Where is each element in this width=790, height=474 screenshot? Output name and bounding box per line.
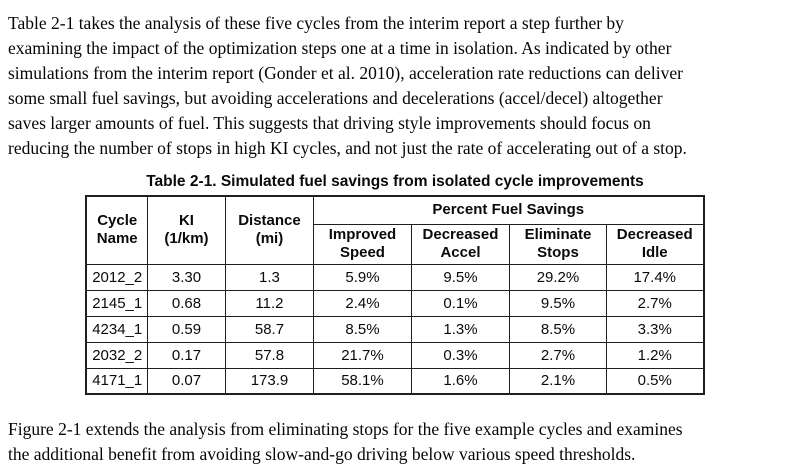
text-line: reducing the number of stops in high KI cycles, and not just the rate of accelerating out of a stop. (8, 138, 687, 158)
table-cell-improved-speed: 5.9% (313, 264, 411, 290)
table-cell-cycle-name: 4171_1 (86, 368, 147, 394)
text-line: simulations from the interim report (Gonder et al. 2010), acceleration rate reductions can deliver (8, 63, 683, 83)
col-header-eliminate-stops (509, 224, 606, 264)
table-cell-decreased-accel: 9.5% (411, 264, 509, 290)
header-line: KI (178, 212, 194, 230)
text-line: Figure 2-1 extends the analysis from eliminating stops for the five example cycles and examines (8, 419, 683, 439)
paragraph-closing (0, 417, 790, 467)
header-line: Eliminate (524, 226, 592, 243)
fuel-savings-table (85, 195, 704, 395)
text-line: the additional benefit from avoiding slow-and-go driving below various speed thresholds. (8, 444, 636, 464)
text-line: saves larger amounts of fuel. This suggests that driving style improvements should focus on (8, 113, 651, 133)
table-cell-cycle-name: 2032_2 (86, 342, 147, 368)
table-cell-distance: 11.2 (225, 290, 313, 316)
table-cell-distance: 173.9 (225, 368, 313, 394)
table-row (86, 264, 703, 290)
header-line: Idle (641, 244, 668, 261)
table-cell-improved-speed: 8.5% (313, 316, 411, 342)
table-cell-decreased-idle: 2.7% (606, 290, 703, 316)
table-cell-decreased-accel: 1.3% (411, 316, 509, 342)
col-header-distance (225, 196, 313, 264)
col-header-cycle-name (86, 196, 147, 264)
table-cell-distance: 1.3 (225, 264, 313, 290)
header-line: Speed (339, 244, 385, 261)
table-cell-improved-speed: 58.1% (313, 368, 411, 394)
table-cell-decreased-accel: 0.3% (411, 342, 509, 368)
table-row (86, 368, 703, 394)
table-cell-decreased-accel: 0.1% (411, 290, 509, 316)
table-cell-eliminate-stops: 8.5% (509, 316, 606, 342)
table-cell-cycle-name: 4234_1 (86, 316, 147, 342)
text-line: examining the impact of the optimization steps one at a time in isolation. As indicated by other (8, 38, 672, 58)
header-line: Name (96, 230, 138, 248)
table-cell-decreased-idle: 3.3% (606, 316, 703, 342)
table-cell-improved-speed: 2.4% (313, 290, 411, 316)
header-line: Decreased (422, 226, 499, 243)
table-cell-decreased-idle: 0.5% (606, 368, 703, 394)
table-cell-eliminate-stops: 9.5% (509, 290, 606, 316)
header-row-group (86, 196, 703, 224)
table-cell-decreased-accel: 1.6% (411, 368, 509, 394)
text-line: some small fuel savings, but avoiding accelerations and decelerations (accel/decel) altogether (8, 88, 663, 108)
table-cell-cycle-name: 2145_1 (86, 290, 147, 316)
table-cell-distance: 58.7 (225, 316, 313, 342)
table-cell-improved-speed: 21.7% (313, 342, 411, 368)
header-line: Distance (238, 212, 301, 230)
table-cell-ki: 3.30 (147, 264, 225, 290)
table-body (86, 264, 703, 394)
header-line: (mi) (255, 230, 284, 248)
table-row (86, 290, 703, 316)
col-header-improved-speed (313, 224, 411, 264)
table-row (86, 316, 703, 342)
col-header-ki (147, 196, 225, 264)
header-line: Decreased (616, 226, 693, 243)
header-line: Improved (328, 226, 397, 243)
table-title: Table 2-1. Simulated fuel savings from isolated cycle improvements (146, 173, 644, 190)
table-header (86, 196, 703, 264)
col-header-percent-fuel-savings: Percent Fuel Savings (313, 196, 703, 224)
table-cell-ki: 0.59 (147, 316, 225, 342)
table-row (86, 342, 703, 368)
table-cell-ki: 0.07 (147, 368, 225, 394)
table-cell-decreased-idle: 1.2% (606, 342, 703, 368)
header-line: (1/km) (164, 230, 209, 248)
table-cell-decreased-idle: 17.4% (606, 264, 703, 290)
header-line: Accel (440, 244, 481, 261)
col-header-decreased-idle (606, 224, 703, 264)
table-cell-eliminate-stops: 2.1% (509, 368, 606, 394)
table-cell-eliminate-stops: 2.7% (509, 342, 606, 368)
paragraph-intro (0, 0, 790, 161)
table-cell-distance: 57.8 (225, 342, 313, 368)
header-line: Stops (537, 244, 579, 261)
table-cell-cycle-name: 2012_2 (86, 264, 147, 290)
col-header-decreased-accel (411, 224, 509, 264)
table-cell-ki: 0.68 (147, 290, 225, 316)
header-line: Cycle (97, 212, 138, 230)
table-cell-ki: 0.17 (147, 342, 225, 368)
table-cell-eliminate-stops: 29.2% (509, 264, 606, 290)
text-line: Table 2-1 takes the analysis of these five cycles from the interim report a step further by (8, 13, 624, 33)
